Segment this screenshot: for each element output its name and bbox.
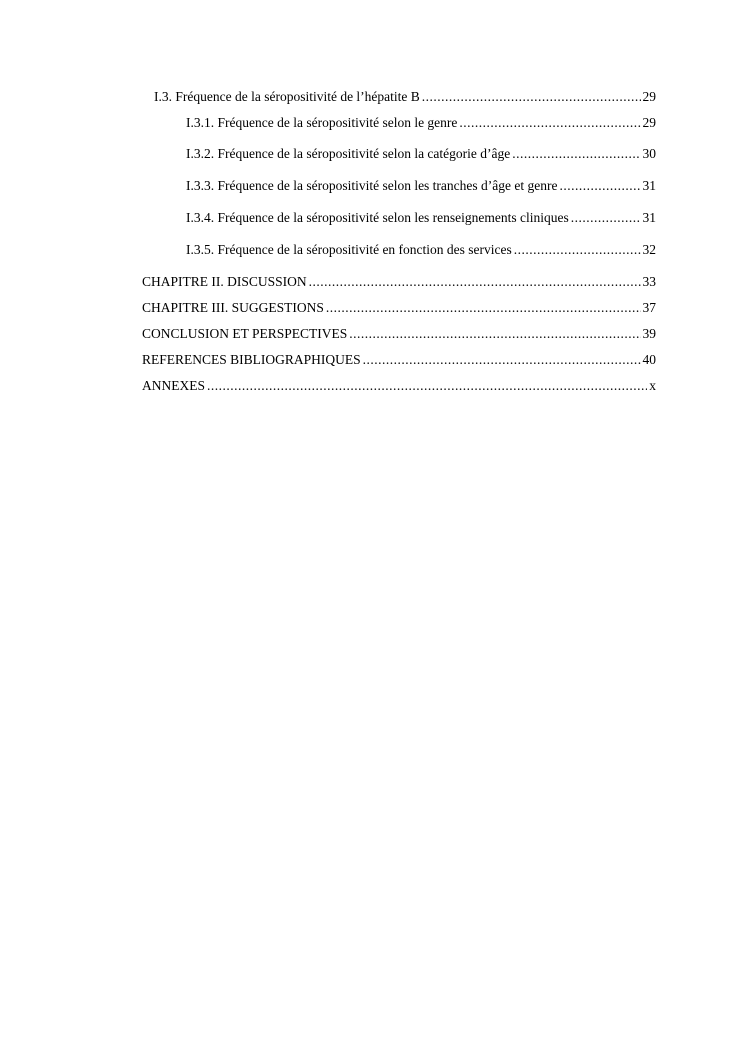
- toc-entry-title: I.3.4. Fréquence de la séropositivité selon les renseignements cliniques: [186, 210, 569, 225]
- toc-entry-title: ANNEXES: [142, 378, 205, 393]
- toc-entry-page: 39: [642, 326, 656, 341]
- toc-entry[interactable]: [142, 113, 656, 133]
- toc-dot-leader: [349, 324, 640, 344]
- toc-entry-title: CHAPITRE III. SUGGESTIONS: [142, 300, 324, 315]
- toc-entry-title: I.3. Fréquence de la séropositivité de l’hépatite B: [154, 89, 420, 104]
- toc-entry[interactable]: [142, 324, 656, 344]
- toc-entry-title: CHAPITRE II. DISCUSSION: [142, 274, 307, 289]
- toc-dot-leader: [514, 240, 641, 260]
- toc-entry-title: CONCLUSION ET PERSPECTIVES: [142, 326, 348, 341]
- toc-entry-title: I.3.5. Fréquence de la séropositivité en fonction des services: [186, 242, 512, 257]
- toc-entry-page: 37: [642, 300, 656, 315]
- toc-dot-leader: [309, 272, 641, 292]
- table-of-contents: [142, 87, 656, 396]
- toc-entry-page: x: [649, 378, 656, 393]
- toc-entry[interactable]: [142, 350, 656, 370]
- toc-entry[interactable]: [142, 240, 656, 260]
- toc-entry[interactable]: [142, 298, 656, 318]
- toc-entry-title: I.3.3. Fréquence de la séropositivité selon les tranches d’âge et genre: [186, 178, 558, 193]
- toc-dot-leader: [422, 87, 641, 107]
- toc-entry-page: 30: [642, 146, 656, 161]
- toc-dot-leader: [571, 208, 641, 228]
- toc-entry-page: 32: [642, 242, 656, 257]
- toc-entry[interactable]: [142, 176, 656, 196]
- toc-entry-page: 29: [642, 89, 656, 104]
- toc-dot-leader: [512, 144, 640, 164]
- toc-entry-page: 33: [642, 274, 656, 289]
- toc-entry[interactable]: [142, 272, 656, 292]
- toc-entry[interactable]: [142, 208, 656, 228]
- toc-entry-page: 31: [642, 178, 656, 193]
- toc-dot-leader: [326, 298, 641, 318]
- toc-entry-title: I.3.2. Fréquence de la séropositivité selon la catégorie d’âge: [186, 146, 511, 161]
- toc-entry-page: 31: [642, 210, 656, 225]
- toc-dot-leader: [363, 350, 641, 370]
- toc-entry[interactable]: [142, 376, 656, 396]
- toc-dot-leader: [207, 376, 647, 396]
- toc-entry-title: I.3.1. Fréquence de la séropositivité selon le genre: [186, 115, 458, 130]
- toc-entry-title: REFERENCES BIBLIOGRAPHIQUES: [142, 352, 361, 367]
- toc-entry[interactable]: [142, 144, 656, 164]
- toc-entry-page: 29: [642, 115, 656, 130]
- toc-entry[interactable]: [142, 87, 656, 107]
- toc-dot-leader: [459, 113, 640, 133]
- toc-entry-page: 40: [642, 352, 656, 367]
- toc-dot-leader: [560, 176, 641, 196]
